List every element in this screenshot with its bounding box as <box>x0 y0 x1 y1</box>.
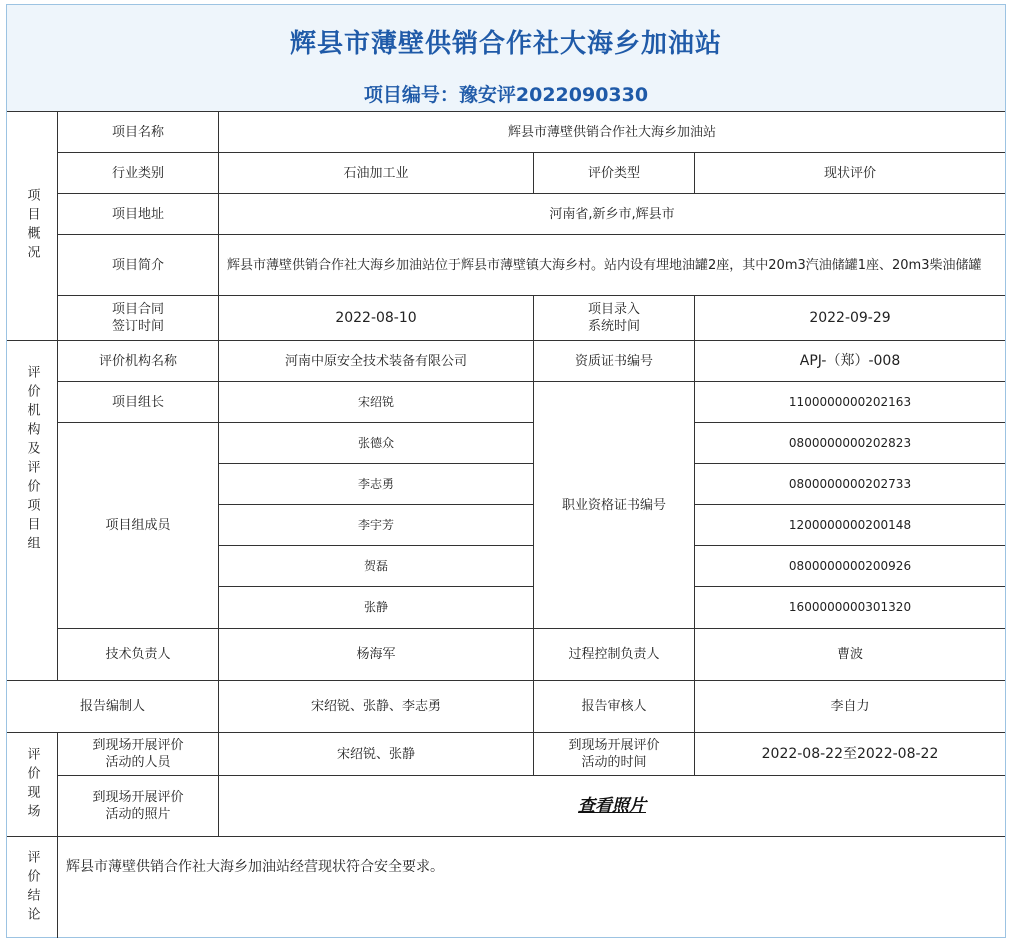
site-photo-label-line1: 到现场开展评价 <box>92 790 184 805</box>
entry-label-line2: 系统时间 <box>587 319 640 334</box>
member-cert: 0800000000202733 <box>695 464 1005 505</box>
project-name-value: 辉县市薄壁供销合作社大海乡加油站 <box>219 112 1005 153</box>
org-label: 评价机构名称 <box>58 341 219 382</box>
eval-type-value: 现状评价 <box>695 153 1005 194</box>
industry-label: 行业类别 <box>58 153 219 194</box>
cert-value: APJ-（郑）-008 <box>695 341 1005 382</box>
member-name: 李宇芳 <box>219 505 534 546</box>
entry-time-label <box>534 296 695 341</box>
conclusion-section-label <box>7 837 58 938</box>
project-number: 项目编号：豫安评2022090330 <box>363 84 649 106</box>
member-cert: 1600000000301320 <box>695 587 1005 629</box>
member-cert: 0800000000200926 <box>695 546 1005 587</box>
site-photo-label-line2: 活动的照片 <box>105 807 171 822</box>
site-people-label-line2: 活动的人员 <box>105 755 171 770</box>
member-cert: 0800000000202823 <box>695 423 1005 464</box>
conclusion-value: 辉县市薄壁供销合作社大海乡加油站经营现状符合安全要求。 <box>66 859 444 875</box>
leader-label: 项目组长 <box>58 382 219 423</box>
project-name-label: 项目名称 <box>58 112 219 153</box>
page-title: 辉县市薄壁供销合作社大海乡加油站 <box>289 29 722 59</box>
member-name: 李志勇 <box>219 464 534 505</box>
members-label: 项目组成员 <box>58 423 219 629</box>
process-lead-label: 过程控制负责人 <box>534 629 695 681</box>
contract-time-label <box>58 296 219 341</box>
intro-label: 项目简介 <box>58 235 219 296</box>
report-author-value: 宋绍锐、张静、李志勇 <box>219 681 534 733</box>
address-value: 河南省,新乡市,辉县市 <box>219 194 1005 235</box>
org-value: 河南中原安全技术装备有限公司 <box>219 341 534 382</box>
process-lead-value: 曹波 <box>695 629 1005 681</box>
site-photo-label <box>58 776 219 837</box>
agency-section-text: 评价机构及评价项目组 <box>24 365 40 555</box>
site-time-value: 2022-08-22至2022-08-22 <box>695 733 1005 776</box>
member-name: 宋绍锐 <box>219 382 534 423</box>
site-section-label <box>7 733 58 837</box>
view-photos-link[interactable]: 查看照片 <box>578 795 646 816</box>
report-author-label: 报告编制人 <box>7 681 219 733</box>
site-people-label-line1: 到现场开展评价 <box>92 738 184 753</box>
entry-label-line1: 项目录入 <box>587 302 640 317</box>
tech-lead-label: 技术负责人 <box>58 629 219 681</box>
industry-value: 石油加工业 <box>219 153 534 194</box>
agency-section-label <box>7 341 58 681</box>
cert-label: 资质证书编号 <box>534 341 695 382</box>
overview-section-label <box>7 112 58 341</box>
member-cert: 1200000000200148 <box>695 505 1005 546</box>
tech-lead-value: 杨海军 <box>219 629 534 681</box>
site-photo-cell <box>219 776 1005 837</box>
report-frame <box>6 4 1006 938</box>
conclusion-section-text: 评价结论 <box>24 849 40 926</box>
overview-section-text: 项目概况 <box>24 188 40 264</box>
info-table <box>7 111 1005 938</box>
member-cert: 1100000000202163 <box>695 382 1005 423</box>
member-name: 张静 <box>219 587 534 629</box>
qual-cert-label: 职业资格证书编号 <box>534 382 695 629</box>
entry-time-value: 2022-09-29 <box>695 296 1005 341</box>
site-time-label-line1: 到现场开展评价 <box>568 738 660 753</box>
intro-value: 辉县市薄壁供销合作社大海乡加油站位于辉县市薄壁镇大海乡村。站内设有埋地油罐2座，其中20m3汽油储罐1座、20m3柴油储罐 <box>219 235 1005 296</box>
site-section-text: 评价现场 <box>24 746 40 823</box>
report-reviewer-label: 报告审核人 <box>534 681 695 733</box>
contract-label-line1: 项目合同 <box>111 302 164 317</box>
address-label: 项目地址 <box>58 194 219 235</box>
site-time-label-line2: 活动的时间 <box>581 755 647 770</box>
contract-time-value: 2022-08-10 <box>219 296 534 341</box>
header <box>7 5 1005 112</box>
site-people-label <box>58 733 219 776</box>
member-name: 贺磊 <box>219 546 534 587</box>
report-reviewer-value: 李自力 <box>695 681 1005 733</box>
eval-type-label: 评价类型 <box>534 153 695 194</box>
contract-label-line2: 签订时间 <box>111 319 164 334</box>
site-time-label <box>534 733 695 776</box>
member-name: 张德众 <box>219 423 534 464</box>
site-people-value: 宋绍锐、张静 <box>219 733 534 776</box>
